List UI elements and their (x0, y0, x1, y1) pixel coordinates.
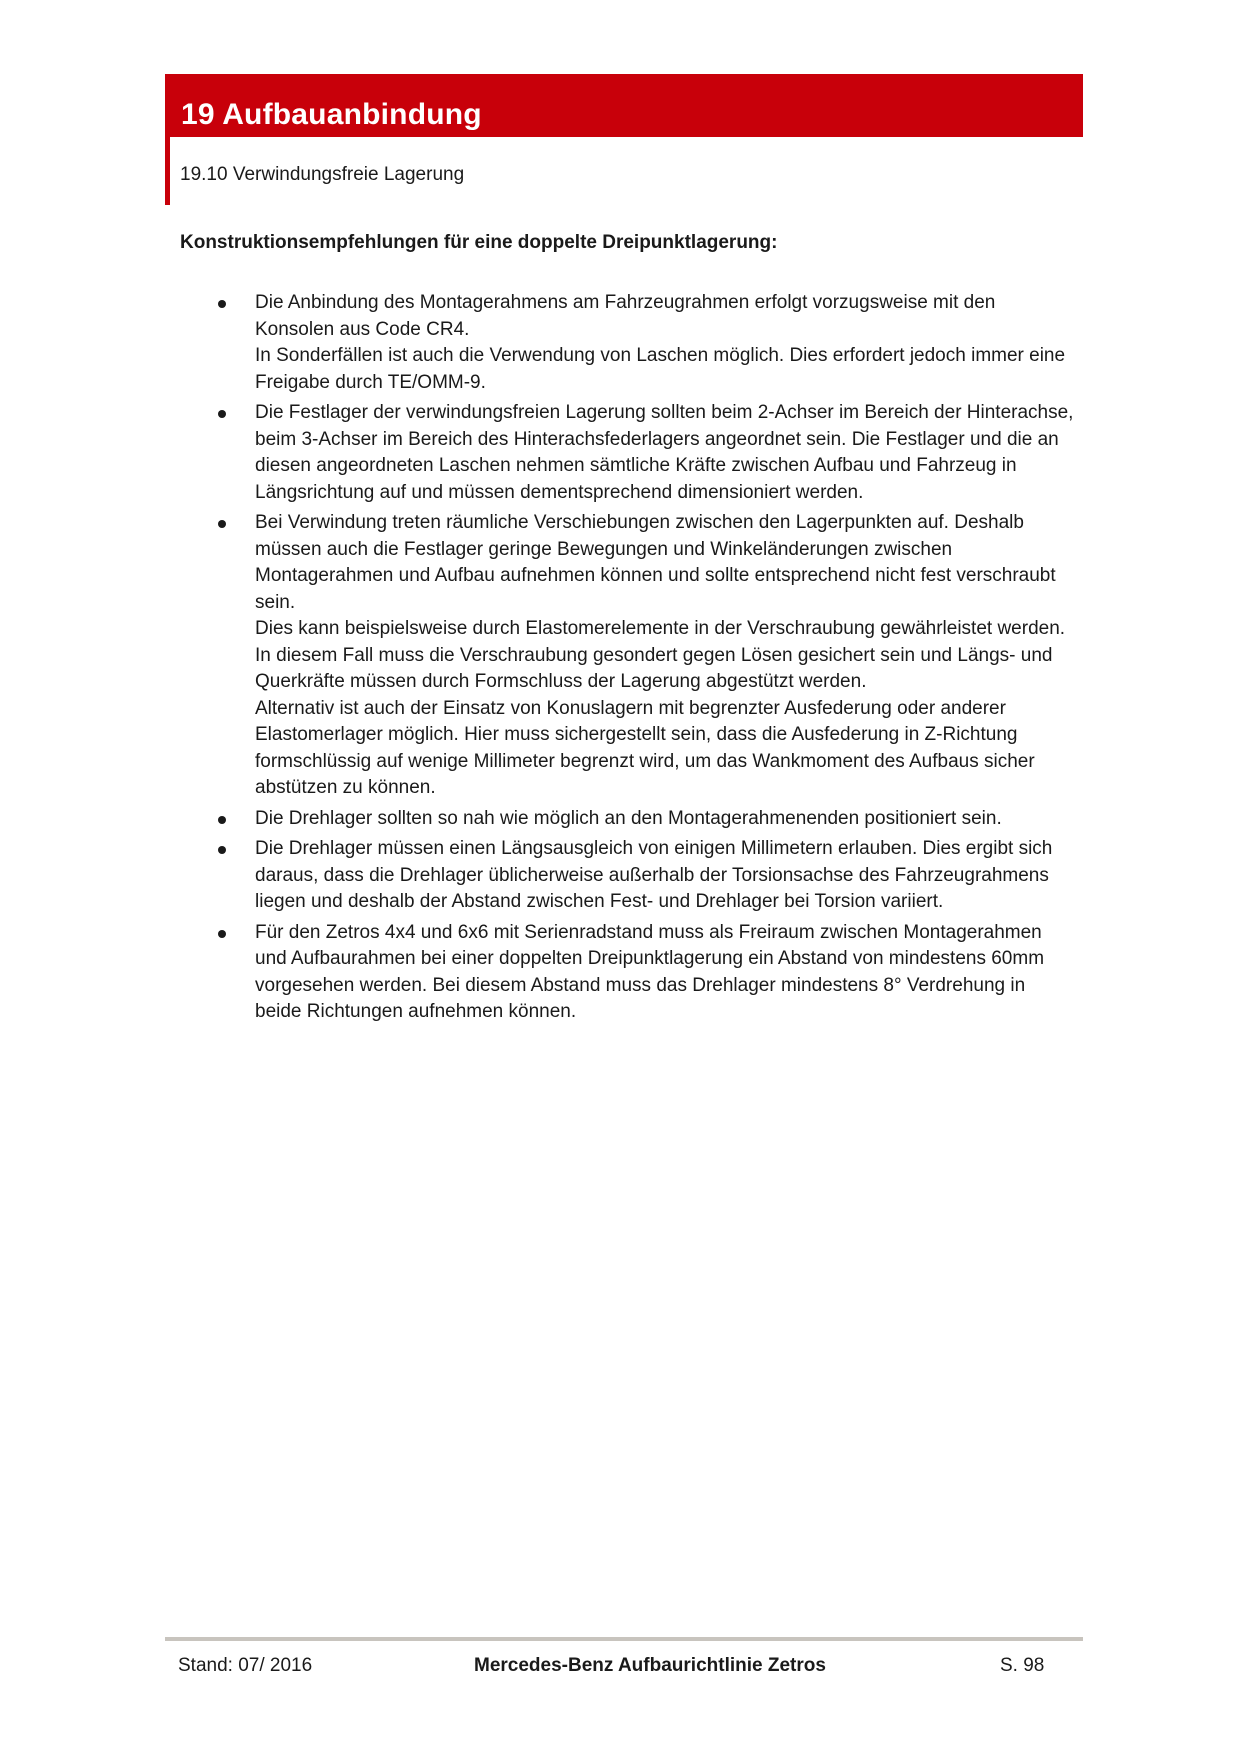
footer-page-number: S. 98 (1000, 1655, 1045, 1676)
list-item-paragraph: Die Festlager der verwindungsfreien Lagerung sollten beim 2-Achser im Bereich der Hinterachse, beim 3-Achser im Bereich des Hinterachsfederlagers angeordnet sein. Die Festlager und die an diesen angeordneten Laschen nehmen sämtliche Kräfte zwischen Aufbau und Fahrzeug in Längsrichtung auf und müssen dementsprechend dimensioniert werden. (255, 402, 1074, 503)
bullet-dot-icon (218, 846, 226, 854)
list-item-paragraph: Die Anbindung des Montagerahmens am Fahrzeugrahmen erfolgt vorzugsweise mit den Konsolen aus Code CR4. (255, 292, 996, 340)
list-item-paragraph: Bei Verwindung treten räumliche Verschiebungen zwischen den Lagerpunkten auf. Deshalb müssen auch die Festlager geringe Bewegungen und Winkeländerungen zwischen Montagerahmen und Aufbau aufnehmen können und sollte entsprechend nicht fest verschraubt sein. (255, 512, 1056, 613)
footer-divider (165, 1637, 1083, 1641)
footer-stand: Stand: 07/ 2016 (178, 1655, 313, 1676)
bullet-dot-icon (218, 816, 226, 824)
list-item (215, 510, 1075, 802)
recommendation-list (215, 290, 1075, 1030)
list-item-paragraph: Für den Zetros 4x4 und 6x6 mit Serienradstand muss als Freiraum zwischen Montagerahmen und Aufbaurahmen bei einer doppelten Dreipunktlagerung ein Abstand von mindestens 60mm vorgesehen werden. Bei diesem Abstand muss das Drehlager mindestens 8° Verdrehung in beide Richtungen aufnehmen können. (255, 921, 1045, 1022)
list-item-paragraph: Die Drehlager müssen einen Längsausgleich von einigen Millimetern erlauben. Dies ergibt sich daraus, dass die Drehlager üblicherweise außerhalb der Torsionsachse des Fahrzeugrahmens liegen und deshalb der Abstand zwischen Fest- und Drehlager bei Torsion variiert. (255, 838, 1053, 912)
chapter-title: 19 Aufbauanbindung (181, 98, 482, 131)
list-item-paragraph: Die Drehlager sollten so nah wie möglich an den Montagerahmenenden positioniert sein. (255, 807, 1002, 829)
list-item-paragraph: In Sonderfällen ist auch die Verwendung von Laschen möglich. Dies erfordert jedoch immer eine Freigabe durch TE/OMM-9. (255, 345, 1066, 393)
footer-document-title: Mercedes-Benz Aufbaurichtlinie Zetros (474, 1655, 826, 1676)
list-item (215, 290, 1075, 396)
list-item (215, 806, 1075, 833)
bullet-dot-icon (218, 410, 226, 418)
chapter-header-bar (165, 74, 1083, 137)
header-accent-rule (165, 137, 170, 205)
list-item (215, 920, 1075, 1026)
bullet-dot-icon (218, 520, 226, 528)
list-item (215, 400, 1075, 506)
subsection-title: 19.10 Verwindungsfreie Lagerung (180, 164, 465, 185)
bullet-dot-icon (218, 930, 226, 938)
bullet-dot-icon (218, 300, 226, 308)
section-heading: Konstruktionsempfehlungen für eine doppelte Dreipunktlagerung: (180, 232, 778, 253)
list-item-paragraph: Alternativ ist auch der Einsatz von Konuslagern mit begrenzter Ausfederung oder anderer Elastomerlager möglich. Hier muss sichergestellt sein, dass die Ausfederung in Z-Richtung formschlüssig auf wenige Millimeter begrenzt wird, um das Wankmoment des Aufbaus sicher abstützen zu können. (255, 697, 1035, 798)
list-item-paragraph: Dies kann beispielsweise durch Elastomerelemente in der Verschraubung gewährleistet werden. In diesem Fall muss die Verschraubung gesondert gegen Lösen gesichert sein und Längs- und Querkräfte müssen durch Formschluss der Lagerung abgestützt werden. (255, 618, 1066, 692)
list-item (215, 836, 1075, 916)
